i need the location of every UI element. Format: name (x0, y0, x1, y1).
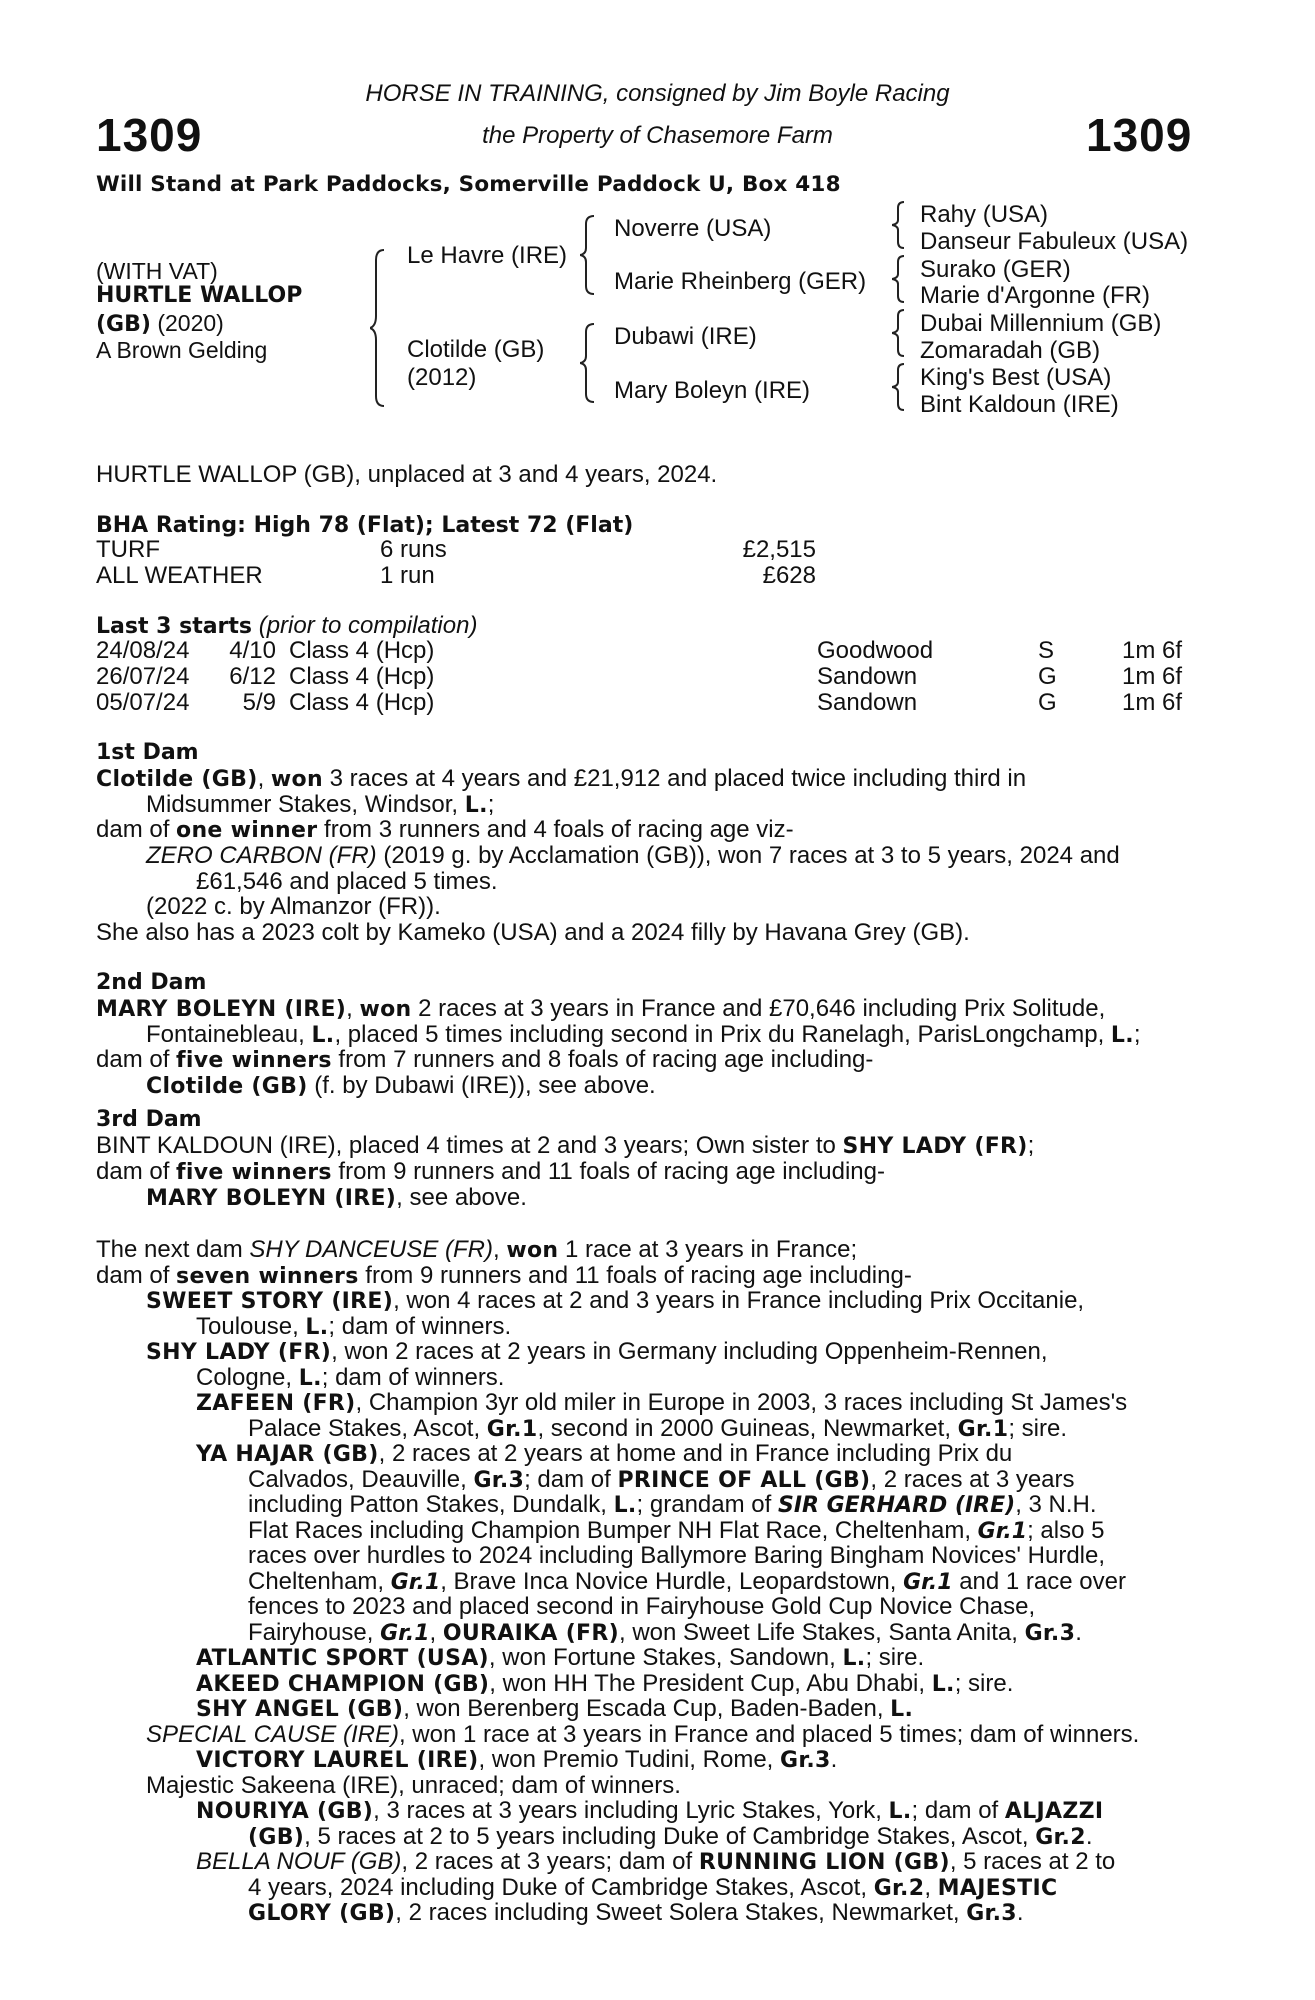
winner-count: five winners (176, 1160, 332, 1185)
third-dam-heading: 3rd Dam (96, 1107, 202, 1132)
race-summary: HURTLE WALLOP (GB), unplaced at 3 and 4 years, 2024. (96, 461, 718, 488)
bha-rating: BHA Rating: High 78 (Flat); Latest 72 (Flat) (96, 513, 634, 538)
won-label: won (270, 767, 323, 792)
pedigree-brace-sd (892, 254, 908, 304)
text: ; dam of (524, 1466, 618, 1493)
group-label: Gr.3 (780, 1748, 831, 1773)
text: , 2 races at 2 years at home and in France including Prix du (378, 1440, 1013, 1467)
group-label: Gr.2 (1035, 1825, 1086, 1850)
text: Calvados, Deauville, (248, 1466, 474, 1493)
consignment-line: HORSE IN TRAINING, consigned by Jim Boyle Racing (365, 80, 950, 107)
text: ; (1027, 1132, 1035, 1159)
group-label: Gr.1 (380, 1621, 430, 1646)
text: , (257, 765, 271, 792)
progeny-name: SPECIAL CAUSE (IRE) (146, 1721, 399, 1748)
text: ; sire. (954, 1670, 1014, 1697)
start-position: 6/12 (229, 663, 276, 690)
text: , won Berenberg Escada Cup, Baden-Baden, (403, 1695, 891, 1722)
bha-runs: 1 run (380, 562, 435, 589)
next-dam-line (146, 1288, 1202, 1315)
bha-prize: £2,515 (742, 536, 816, 563)
pedigree-sire: Le Havre (IRE) (407, 242, 568, 269)
text: , won Sweet Life Stakes, Santa Anita, (618, 1619, 1025, 1646)
first-dam-line: £61,546 and placed 5 times. (196, 868, 498, 895)
pedigree-ddd: Bint Kaldoun (IRE) (920, 391, 1119, 418)
group-label: Gr.3 (1024, 1621, 1076, 1646)
start-date: 24/08/24 (96, 637, 190, 664)
group-label: Gr.1 (390, 1570, 441, 1595)
bha-row-turf (96, 537, 816, 563)
start-date: 05/07/24 (96, 689, 190, 716)
last-starts-heading (96, 613, 477, 640)
won-label: won (359, 997, 412, 1022)
horse-year: (2020) (150, 310, 224, 336)
text: ; sire. (1008, 1415, 1067, 1442)
dam-name: Clotilde (GB) (96, 767, 258, 792)
text: , 2 races at 3 years; dam of (401, 1848, 699, 1875)
text: , won HH The President Cup, Abu Dhabi, (489, 1670, 932, 1697)
text: from 9 runners and 11 foals of racing age including- (358, 1262, 912, 1289)
progeny-name: VICTORY LAUREL (IRE) (196, 1748, 479, 1773)
next-dam-line (248, 1416, 1067, 1443)
next-dam-line (248, 1518, 1202, 1545)
pedigree-dss: Dubai Millennium (GB) (920, 310, 1162, 337)
listed-label: L. (842, 1646, 866, 1671)
pedigree-brace-ds (892, 308, 908, 358)
last-starts-title: Last 3 starts (96, 614, 253, 639)
start-position: 5/9 (242, 689, 276, 716)
text: . (830, 1746, 838, 1773)
text: dam of (96, 816, 177, 843)
progeny-name: ZAFEEN (FR) (196, 1391, 356, 1416)
horse-description: A Brown Gelding (96, 337, 268, 363)
text: , won 1 race at 3 years in France and placed 5 times; dam of winners. (398, 1721, 1140, 1748)
start-class: Class 4 (Hcp) (289, 637, 435, 664)
text: (2019 g. by Acclamation (GB)), won 7 races at 3 to 5 years, 2024 and (376, 842, 1120, 869)
bha-surface: TURF (96, 536, 160, 563)
first-dam-line (96, 766, 1202, 793)
text: , 5 races at 2 to 5 years including Duke of Cambridge Stakes, Ascot, (304, 1823, 1036, 1850)
progeny-name: GLORY (GB) (248, 1901, 396, 1926)
third-dam-line (96, 1133, 1034, 1160)
listed-label: L. (1110, 1023, 1134, 1048)
listed-label: L. (464, 793, 488, 818)
pedigree-ssd: Danseur Fabuleux (USA) (920, 228, 1189, 255)
text: dam of (96, 1262, 177, 1289)
pedigree-dds: King's Best (USA) (920, 364, 1112, 391)
text: ; grandam of (636, 1491, 778, 1518)
start-class: Class 4 (Hcp) (289, 663, 435, 690)
first-dam-heading: 1st Dam (96, 740, 199, 765)
pedigree-sss: Rahy (USA) (920, 201, 1049, 228)
text: 1 race at 3 years in France; (558, 1236, 858, 1263)
last-starts-note: (prior to compilation) (252, 612, 478, 639)
second-dam-line (146, 1073, 656, 1100)
text: dam of (96, 1158, 177, 1185)
progeny-name: ZERO CARBON (FR) (146, 842, 377, 869)
text: Fairyhouse, (248, 1619, 381, 1646)
listed-label: L. (890, 1697, 914, 1722)
start-distance: 1m 6f (1121, 689, 1182, 716)
first-dam-line (146, 792, 494, 819)
progeny-name: MAJESTIC (937, 1876, 1058, 1901)
stand-location: Will Stand at Park Paddocks, Somerville Paddock U, Box 418 (96, 172, 841, 197)
text: , 2 races at 3 years (870, 1466, 1075, 1493)
progeny-name: YA HAJAR (GB) (196, 1442, 379, 1467)
next-dam-line (196, 1441, 1202, 1468)
next-dam-line (248, 1824, 1093, 1851)
listed-label: L. (311, 1023, 335, 1048)
text: ; (1133, 1021, 1141, 1048)
lot-number-left: 1309 (96, 109, 203, 161)
second-dam-heading: 2nd Dam (96, 970, 207, 995)
pedigree-brace-dam (580, 322, 598, 404)
next-dam-line (196, 1671, 1013, 1698)
pedigree-brace-sire (580, 214, 598, 296)
dam-name: MARY BOLEYN (IRE) (96, 997, 347, 1022)
text: The next dam (96, 1236, 250, 1263)
lot-number-right: 1309 (1086, 109, 1193, 161)
next-dam-line (248, 1467, 1202, 1494)
bha-runs: 6 runs (380, 536, 447, 563)
progeny-name: (GB) (248, 1825, 305, 1850)
text: Palace Stakes, Ascot, (248, 1415, 487, 1442)
property-line: the Property of Chasemore Farm (482, 122, 833, 149)
next-dam-line (248, 1900, 1024, 1927)
first-dam-line: She also has a 2023 colt by Kameko (USA) and a 2024 filly by Havana Grey (GB). (96, 919, 970, 946)
text: , won 4 races at 2 and 3 years in France including Prix Occitanie, (393, 1287, 1085, 1314)
next-dam-line (196, 1314, 511, 1341)
first-dam-line (146, 843, 1202, 869)
next-dam-line: fences to 2023 and placed second in Fairyhouse Gold Cup Novice Chase, (248, 1593, 1036, 1620)
text: , (429, 1619, 443, 1646)
progeny-name: NOURIYA (GB) (196, 1799, 374, 1824)
winner-count: one winner (176, 818, 318, 843)
text: , 5 races at 2 to (949, 1848, 1116, 1875)
text: (f. by Dubawi (IRE)), see above. (307, 1072, 656, 1099)
second-dam-line (96, 996, 1202, 1023)
group-label: Gr.1 (977, 1519, 1028, 1544)
text: ; also 5 (1027, 1517, 1105, 1544)
group-label: Gr.3 (473, 1468, 525, 1493)
second-dam-line (146, 1022, 1141, 1049)
first-dam-line: (2022 c. by Almanzor (FR)). (146, 893, 441, 920)
text: from 9 runners and 11 foals of racing age including- (331, 1158, 885, 1185)
pedigree-sds: Surako (GER) (920, 256, 1071, 283)
next-dam-line: races over hurdles to 2024 including Ballymore Baring Bingham Novices' Hurdle, (248, 1542, 1106, 1569)
pedigree-sire-dam: Marie Rheinberg (GER) (614, 268, 867, 295)
horse-origin-year (96, 310, 224, 337)
text: . (1085, 1823, 1093, 1850)
dam-name: SHY DANCEUSE (FR) (249, 1236, 494, 1263)
progeny-name: SHY ANGEL (GB) (196, 1697, 404, 1722)
text: ; sire. (865, 1644, 925, 1671)
pedigree-brace-main (370, 248, 390, 408)
text: dam of (96, 1046, 177, 1073)
start-row (96, 638, 1182, 664)
group-label: Gr.1 (957, 1417, 1009, 1442)
text: 4 years, 2024 including Duke of Cambridge Stakes, Ascot, (248, 1874, 874, 1901)
progeny-name: ATLANTIC SPORT (USA) (196, 1646, 489, 1671)
start-going: S (1038, 637, 1055, 664)
next-dam-line (196, 1390, 1202, 1417)
next-dam-line (248, 1492, 1202, 1519)
text: including Patton Stakes, Dundalk, (248, 1491, 614, 1518)
winner-count: five winners (176, 1048, 332, 1073)
first-dam-line (96, 817, 794, 844)
start-row (96, 664, 1182, 690)
text: , 3 N.H. (1015, 1491, 1097, 1518)
start-distance: 1m 6f (1121, 663, 1182, 690)
pedigree-dam-dam: Mary Boleyn (IRE) (614, 377, 811, 404)
start-row (96, 690, 1182, 716)
horse-origin: (GB) (96, 312, 151, 337)
text: , 3 races at 3 years including Lyric Stakes, York, (373, 1797, 889, 1824)
next-dam-line (196, 1645, 924, 1672)
listed-label: L. (931, 1672, 955, 1697)
text: . (1016, 1899, 1024, 1926)
text: 3 races at 4 years and £21,912 and placed twice including third in (322, 765, 1027, 792)
listed-label: L. (305, 1315, 329, 1340)
start-going: G (1038, 663, 1057, 690)
text: and 1 race over (952, 1568, 1126, 1595)
progeny-name: BELLA NOUF (GB) (196, 1848, 402, 1875)
text: Fontainebleau, (146, 1021, 312, 1048)
progeny-name: RUNNING LION (GB) (698, 1850, 950, 1875)
text: , won Premio Tudini, Rome, (478, 1746, 780, 1773)
progeny-name: ALJAZZI (1004, 1799, 1104, 1824)
text: ; dam of winners. (328, 1313, 512, 1340)
text: , Brave Inca Novice Hurdle, Leopardstown, (440, 1568, 904, 1595)
next-dam-line (196, 1747, 837, 1774)
text: Midsummer Stakes, Windsor, (146, 791, 465, 818)
next-dam-line: Majestic Sakeena (IRE), unraced; dam of winners. (146, 1772, 681, 1799)
next-dam-line (196, 1365, 504, 1392)
listed-label: L. (298, 1366, 322, 1391)
third-dam-line (146, 1185, 527, 1212)
second-dam-line (96, 1047, 873, 1074)
pedigree-dsd: Zomaradah (GB) (920, 337, 1101, 364)
next-dam-line (196, 1696, 913, 1723)
progeny-name: SIR GERHARD (IRE) (777, 1493, 1016, 1518)
won-label: won (506, 1238, 559, 1263)
progeny-name: OURAIKA (FR) (442, 1621, 619, 1646)
text: , (924, 1874, 938, 1901)
next-dam-line (96, 1237, 857, 1264)
start-position: 4/10 (229, 637, 276, 664)
sister-name: SHY LADY (FR) (842, 1134, 1028, 1159)
text: , (493, 1236, 507, 1263)
text: Toulouse, (196, 1313, 306, 1340)
start-going: G (1038, 689, 1057, 716)
text: . (1075, 1619, 1082, 1646)
start-distance: 1m 6f (1121, 637, 1182, 664)
pedigree-dam: Clotilde (GB) (407, 336, 545, 363)
start-course: Goodwood (817, 637, 934, 664)
bha-surface: ALL WEATHER (96, 562, 263, 589)
progeny-name: AKEED CHAMPION (GB) (196, 1672, 490, 1697)
next-dam-line (248, 1875, 1202, 1902)
text: ; (487, 791, 495, 818)
group-label: Gr.1 (903, 1570, 953, 1595)
listed-label: L. (888, 1799, 912, 1824)
start-date: 26/07/24 (96, 663, 190, 690)
next-dam-line (96, 1263, 912, 1290)
text: , second in 2000 Guineas, Newmarket, (537, 1415, 958, 1442)
group-label: Gr.2 (873, 1876, 925, 1901)
text: 2 races at 3 years in France and £70,646 including Prix Solitude, (411, 995, 1106, 1022)
group-label: Gr.1 (486, 1417, 538, 1442)
start-class: Class 4 (Hcp) (289, 689, 435, 716)
text: ; dam of winners. (321, 1364, 505, 1391)
progeny-name: SHY LADY (FR) (146, 1340, 332, 1365)
next-dam-line (248, 1620, 1082, 1647)
text: , won 2 races at 2 years in Germany including Oppenheim-Rennen, (331, 1338, 1048, 1365)
text: , won Fortune Stakes, Sandown, (488, 1644, 843, 1671)
text: , placed 5 times including second in Prix du Ranelagh, ParisLongchamp, (334, 1021, 1111, 1048)
progeny-name: Clotilde (GB) (146, 1074, 308, 1099)
text: from 7 runners and 8 foals of racing age including- (331, 1046, 874, 1073)
listed-label: L. (613, 1493, 637, 1518)
text: Flat Races including Champion Bumper NH Flat Race, Cheltenham, (248, 1517, 978, 1544)
pedigree-brace-ss (892, 200, 908, 250)
next-dam-line (146, 1339, 1202, 1366)
text: from 3 runners and 4 foals of racing age viz- (317, 816, 794, 843)
text: BINT KALDOUN (IRE), placed 4 times at 2 and 3 years; Own sister to (96, 1132, 843, 1159)
text: Cheltenham, (248, 1568, 391, 1595)
text: , Champion 3yr old miler in Europe in 2003, 3 races including St James's (355, 1389, 1128, 1416)
pedigree-sire-sire: Noverre (USA) (614, 215, 772, 242)
vat-note: (WITH VAT) (96, 258, 218, 284)
progeny-name: SWEET STORY (IRE) (146, 1289, 394, 1314)
text: ; dam of (911, 1797, 1005, 1824)
text: , (346, 995, 360, 1022)
pedigree-sdd: Marie d'Argonne (FR) (920, 282, 1150, 309)
progeny-name: PRINCE OF ALL (GB) (617, 1468, 871, 1493)
next-dam-line (196, 1849, 1202, 1876)
start-course: Sandown (817, 663, 918, 690)
bha-row-aw (96, 563, 816, 589)
next-dam-line (248, 1569, 1202, 1596)
next-dam-line (196, 1798, 1202, 1825)
bha-prize: £628 (762, 562, 816, 589)
text: Cologne, (196, 1364, 299, 1391)
start-course: Sandown (817, 689, 918, 716)
progeny-name: MARY BOLEYN (IRE) (146, 1186, 397, 1211)
winner-count: seven winners (176, 1264, 359, 1289)
third-dam-line (96, 1159, 885, 1186)
next-dam-line (146, 1722, 1139, 1748)
pedigree-brace-dd (892, 362, 908, 412)
pedigree-dam-year: (2012) (407, 364, 477, 391)
group-label: Gr.3 (966, 1901, 1017, 1926)
horse-name: HURTLE WALLOP (96, 283, 303, 308)
text: , 2 races including Sweet Solera Stakes, Newmarket, (395, 1899, 967, 1926)
text: , see above. (396, 1184, 527, 1211)
pedigree-dam-sire: Dubawi (IRE) (614, 323, 757, 350)
